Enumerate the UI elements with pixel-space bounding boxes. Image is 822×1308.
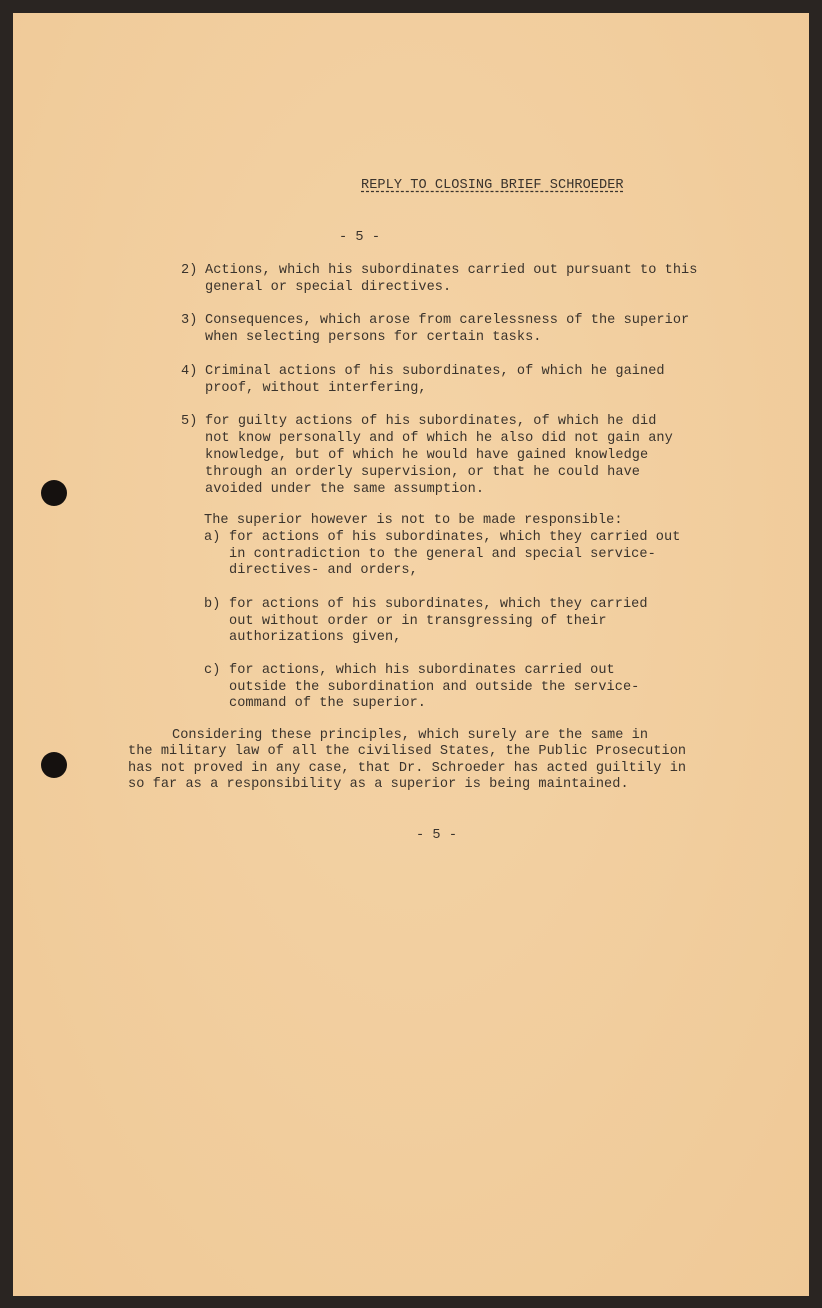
page-number-top: - 5 - [339, 230, 381, 245]
item-number: 3) [181, 313, 198, 328]
exception-line: for actions of his subordinates, which they carried out [229, 530, 681, 545]
page-number-bottom: - 5 - [416, 828, 458, 843]
item-number: 4) [181, 364, 198, 379]
document-page [13, 13, 809, 1296]
exception-line: out without order or in transgressing of their [229, 613, 607, 629]
item-number: 5) [181, 414, 198, 429]
punch-hole [41, 480, 67, 506]
punch-hole [41, 752, 67, 778]
conclusion-line: the military law of all the civilised States, the Public Prosecution [128, 744, 687, 760]
exception-letter: a) [204, 530, 221, 545]
item-line: knowledge, but of which he would have gained knowledge [205, 448, 649, 463]
exceptions-intro: The superior however is not to be made responsible: [204, 513, 623, 528]
item-line: Consequences, which arose from carelessness of the superior [205, 313, 690, 328]
exception-line: directives- and orders, [229, 563, 418, 579]
item-line: avoided under the same assumption. [205, 482, 485, 497]
exception-line: outside the subordination and outside the service- [229, 679, 640, 695]
exception-line: command of the superior. [229, 696, 426, 712]
conclusion-line: Considering these principles, which surely are the same in [172, 728, 649, 743]
exception-letter: b) [204, 597, 221, 612]
exception-line: in contradiction to the general and special service- [229, 546, 656, 562]
item-line: through an orderly supervision, or that he could have [205, 465, 641, 480]
item-line: for guilty actions of his subordinates, of which he did [205, 414, 657, 429]
exception-line: for actions, which his subordinates carried out [229, 663, 615, 678]
item-number: 2) [181, 263, 198, 278]
item-line: Actions, which his subordinates carried out pursuant to this [205, 263, 698, 278]
item-line: when selecting persons for certain tasks. [205, 330, 542, 345]
conclusion-line: has not proved in any case, that Dr. Schroeder has acted guiltily in [128, 760, 687, 776]
exception-letter: c) [204, 663, 221, 678]
item-line: not know personally and of which he also did not gain any [205, 431, 673, 446]
exception-line: for actions of his subordinates, which they carried [229, 597, 648, 612]
item-line: general or special directives. [205, 280, 452, 295]
item-line: proof, without interfering, [205, 381, 427, 396]
document-title: REPLY TO CLOSING BRIEF SCHROEDER [361, 178, 624, 193]
item-line: Criminal actions of his subordinates, of which he gained [205, 364, 665, 379]
conclusion-line: so far as a responsibility as a superior is being maintained. [128, 777, 629, 793]
exception-line: authorizations given, [229, 630, 402, 646]
